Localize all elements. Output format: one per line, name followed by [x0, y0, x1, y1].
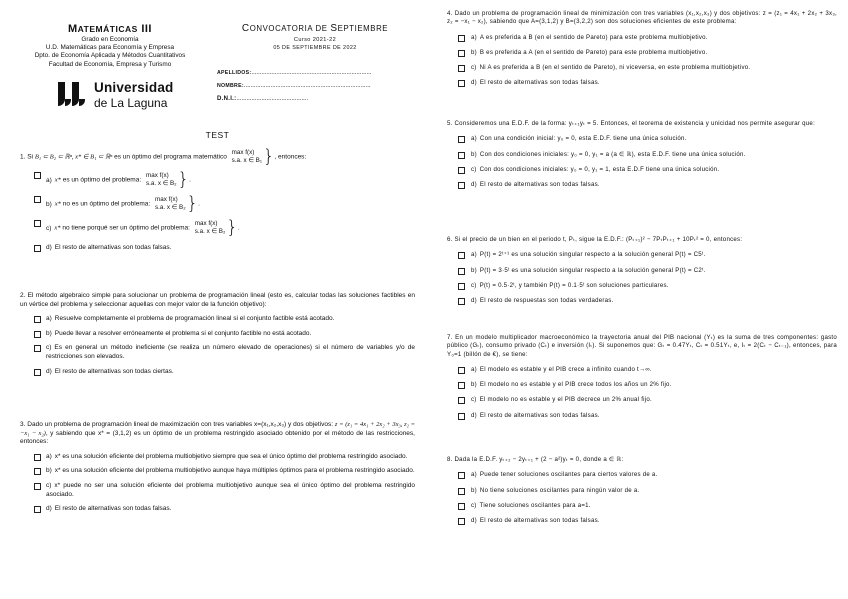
checkbox[interactable] [458, 35, 465, 42]
checkbox[interactable] [458, 167, 465, 174]
option-d[interactable]: d) El resto de alternativas son todas ciertas. [20, 368, 415, 377]
checkbox[interactable] [458, 152, 465, 159]
question-7 [447, 334, 837, 420]
option-a[interactable]: a) El modelo es estable y el PIB crece a infinito cuando t→∞. [447, 366, 837, 374]
course-info [20, 22, 200, 69]
checkbox[interactable] [458, 397, 465, 404]
option-c[interactable]: c) x* puede no ser una solución eficiente del problema multiobjetivo aunque sea el único óptimo del problema restringido asociado. [20, 482, 415, 499]
checkbox[interactable] [34, 331, 41, 338]
checkbox[interactable] [34, 369, 41, 376]
option-c[interactable]: c) Con dos condiciones iniciales: y₀ = 0, y₁ = 1, esta E.D.F tiene una única solución. [447, 166, 837, 174]
checkbox[interactable] [34, 196, 41, 203]
checkbox[interactable] [458, 65, 465, 72]
option-d[interactable]: d) El resto de alternativas son todas falsas. [20, 505, 415, 514]
option-b[interactable]: b) Con dos condiciones iniciales: y₀ = 0, y₁ = a (a ∈ ℝ), esta E.D.F. tiene una única solución. [447, 151, 837, 159]
university-name: Universidad [94, 80, 174, 95]
exam-date: 05 DE SEPTIEMBRE DE 2022 [273, 45, 357, 52]
option-a[interactable]: a) x* es un óptimo del problema: max f(x) s.a. x ∈ B₂ }. [20, 171, 415, 189]
option-a[interactable]: a) Con una condición inicial: y₀ = 0, esta E.D.F. tiene una única solución. [447, 135, 837, 143]
question-3 [20, 421, 415, 514]
question-stem: 1. Si B₁ ⊂ B₂ ⊂ ℝⁿ, x* ∈ B₁ ⊂ ℝⁿ es un óptimo del programa matemático max f(x) s.a. x ∈ B₁ }, entonces: [20, 146, 307, 167]
test-title: TEST [205, 130, 230, 140]
question-stem: 2. El método algebraico simple para solucionar un problema de programación lineal (esto es, calcular todas las soluciones factibles en un vértice del problema y seleccionar aquellas con mejor valor de la función objetivo): [20, 292, 415, 308]
option-b[interactable]: b) El modelo no es estable y el PIB crece todos los años un 2% fijo. [447, 381, 837, 389]
checkbox[interactable] [34, 245, 41, 252]
option-c[interactable]: c) El modelo no es estable y el PIB decrece un 2% anual fijo. [447, 396, 837, 404]
university-logo [56, 80, 196, 114]
option-a[interactable]: a) A es preferida a B (en el sentido de Pareto) para este problema multiobjetivo. [447, 34, 837, 42]
student-fields [217, 67, 417, 106]
checkbox[interactable] [458, 252, 465, 259]
option-c[interactable]: c) Ni A es preferida a B (en el sentido de Pareto), ni viceversa, en este problema multiobjetivo. [447, 64, 837, 72]
checkbox[interactable] [458, 518, 465, 525]
option-d[interactable]: d) El resto de respuestas son todas verdaderas. [447, 297, 837, 305]
question-6 [447, 236, 837, 305]
question-stem: 3. Dado un problema de programación lineal de maximización con tres variables x=(x₁,x₂,x₃) y dos objetivos: z = (z₁ = 4x₁ + 2x₂ + 3x₃, z₂ = −x₁ − x₂), y sabiendo que x* = (3,1,2) es un óptimo de un problema restringido asociado obtenido por el método de las restricciones, entonces: [20, 421, 415, 446]
apellidos-field[interactable]: APELLIDOS:........................................................................ [217, 70, 372, 76]
question-stem: 7. En un modelo multiplicador macroeconómico la trayectoria anual del PIB nacional (Yₜ) es la suma de tres componentes: gasto público (Gₜ), consumo privado (Cₜ) e inversión (Iₜ). Si suponemos que: Gₜ = 0.47Yₜ, Cₜ = 0.51Yₜ, e, Iₜ = 2(Cₜ − Cₜ₋₁), entonces, para Y₀=1 (billón de €), se tiene: [447, 334, 837, 358]
checkbox[interactable] [34, 468, 41, 475]
option-b[interactable]: b) No tiene soluciones oscilantes para ningún valor de a. [447, 487, 837, 495]
faculty: Facultad de Economía, Empresa y Turismo [48, 60, 172, 68]
option-c[interactable]: c) Tiene soluciones oscilantes para a=1. [447, 502, 837, 510]
question-stem: 4. Dado un problema de programación lineal de minimización con tres variables (x₁,x₂,x₃) y dos objetivos: z = (z₁ = 4x₁ + 2x₂ + 3x₃, z₂ = −x₁ − x₂), sabiendo que A=(3,1,2) y B=(3,2,2) son dos soluciones eficientes de este problema: [447, 10, 837, 26]
dni-field[interactable]: D.N.I.:........................................... [217, 96, 309, 102]
question-4 [447, 10, 837, 88]
academic-year: Curso 2021-22 [293, 37, 337, 43]
checkbox[interactable] [458, 488, 465, 495]
degree: Grado en Economía [81, 36, 139, 43]
option-b[interactable]: b) P(t) = 3·5ᵗ es una solución singular respecto a la solución general P(t) = C2ᵗ. [447, 267, 837, 275]
option-d[interactable]: d) El resto de alternativas son todas falsas. [20, 244, 415, 253]
checkbox[interactable] [34, 483, 41, 490]
checkbox[interactable] [458, 136, 465, 143]
university-name-line2: de La Laguna [94, 96, 168, 110]
nombre-field[interactable]: NOMBRE:............................................................................ [217, 83, 371, 89]
ull-logo-icon [56, 82, 86, 108]
checkbox[interactable] [458, 80, 465, 87]
checkbox[interactable] [34, 506, 41, 513]
checkbox[interactable] [34, 454, 41, 461]
checkbox[interactable] [458, 413, 465, 420]
question-stem: 8. Dada la E.D.F. yₜ₊₂ − 2yₜ₊₁ + (2 − a²)yₜ = 0, donde a ∈ ℝ: [447, 456, 624, 463]
question-stem: 6. Si el precio de un bien en el periodo t, Pₜ, sigue la E.D.F.: (Pₜ₊₁)² − 7PₜPₜ₊₁ + 10Pₜ² = 0, entonces: [447, 236, 743, 243]
option-b[interactable]: b) Puede llevar a resolver erróneamente el problema si el conjunto factible no está acotado. [20, 330, 415, 339]
checkbox[interactable] [34, 316, 41, 323]
option-d[interactable]: d) El resto de alternativas son todas falsas. [447, 517, 837, 525]
question-1 [20, 148, 415, 253]
option-b[interactable]: b) x* es una solución eficiente del problema multiobjetivo aunque haya múltiples óptimos para el problema restringido asociado. [20, 467, 415, 476]
option-a[interactable]: a) P(t) = 2ᵗ⁺¹ es una solución singular respecto a la solución general P(t) = C5ᵗ. [447, 251, 837, 259]
checkbox[interactable] [458, 382, 465, 389]
option-d[interactable]: d) El resto de alternativas son todas falsas. [447, 412, 837, 420]
question-stem: 5. Consideremos una E.D.F. de la forma: yₜ₊₁yₜ = 5. Entonces, el teorema de existencia y unicidad nos permite asegurar que: [447, 120, 816, 127]
checkbox[interactable] [458, 283, 465, 290]
checkbox[interactable] [34, 172, 41, 179]
question-2 [20, 292, 415, 376]
checkbox[interactable] [34, 345, 41, 352]
program-formula: max f(x) s.a. x ∈ B₁ [231, 148, 262, 164]
checkbox[interactable] [34, 220, 41, 227]
question-8 [447, 456, 837, 525]
option-c[interactable]: c) x* no tiene porqué ser un óptimo del problema: max f(x) s.a. x ∈ B₂ }. [20, 219, 415, 237]
option-d[interactable]: d) El resto de alternativas son todas falsas. [447, 181, 837, 189]
checkbox[interactable] [458, 182, 465, 189]
exam-session [215, 22, 415, 52]
exam-header [20, 22, 415, 132]
checkbox[interactable] [458, 268, 465, 275]
option-b[interactable]: b) B es preferida a A (en el sentido de Pareto) para este problema multiobjetivo. [447, 49, 837, 57]
checkbox[interactable] [458, 298, 465, 305]
question-5 [447, 120, 837, 189]
checkbox[interactable] [458, 503, 465, 510]
option-a[interactable]: a) Resuelve completamente el problema de programación lineal si el conjunto factible está acotado. [20, 315, 415, 324]
option-c[interactable]: c) Es en general un método ineficiente (se realiza un número elevado de operaciones) si el número de variables y/o de restricciones son elevados. [20, 344, 415, 361]
department: Dpto. de Economía Aplicada y Métodos Cuantitativos [34, 52, 186, 60]
session-title: CONVOCATORIA DE SEPTIEMBRE [241, 23, 389, 34]
option-a[interactable]: a) Puede tener soluciones oscilantes para ciertos valores de a. [447, 471, 837, 479]
checkbox[interactable] [458, 472, 465, 479]
option-b[interactable]: b) x* no es un óptimo del problema: max f(x) s.a. x ∈ B₂ }. [20, 195, 415, 213]
option-d[interactable]: d) El resto de alternativas son todas falsas. [447, 79, 837, 87]
department-unit: U.D. Matemáticas para Economía y Empresa [45, 44, 175, 52]
option-a[interactable]: a) x* es una solución eficiente del problema multiobjetivo siempre que sea el único óptimo del problema restringido asociado. [20, 453, 415, 462]
course-title: MATEMÁTICAS III [68, 23, 152, 35]
option-c[interactable]: c) P(t) = 0.5·2ᵗ, y también P(t) = 0.1·5ᵗ son soluciones particulares. [447, 282, 837, 290]
checkbox[interactable] [458, 367, 465, 374]
checkbox[interactable] [458, 50, 465, 57]
